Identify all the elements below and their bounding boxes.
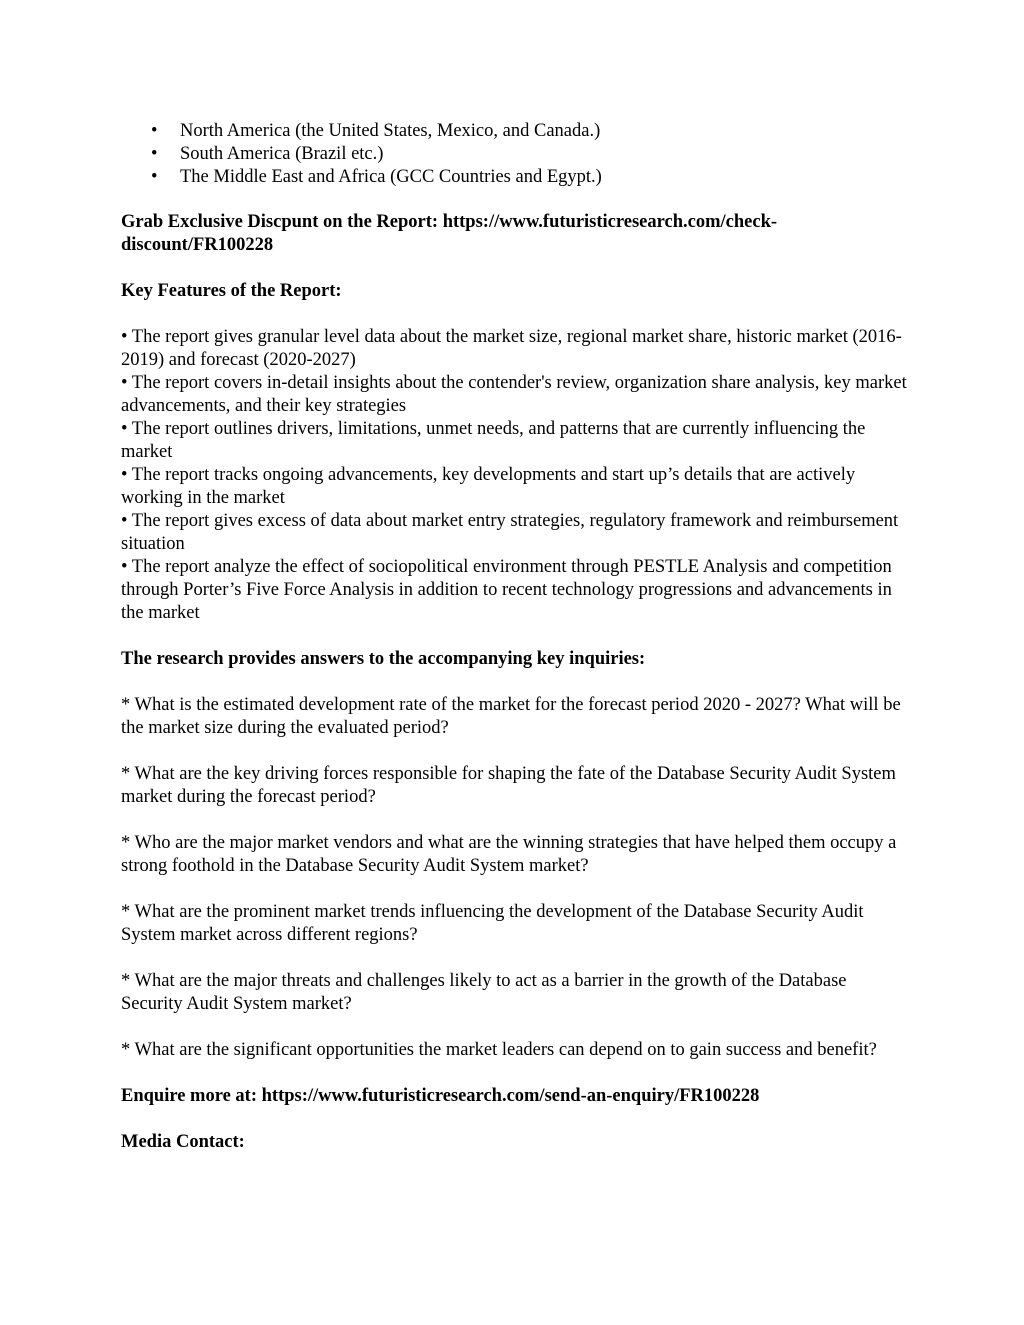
- region-label: North America (the United States, Mexico, and Canada.): [180, 121, 601, 141]
- features-heading: Key Features of the Report:: [121, 281, 342, 301]
- region-label: The Middle East and Africa (GCC Countries and Egypt.): [180, 167, 602, 187]
- bullet-icon: •: [151, 167, 158, 187]
- inquiry-question: * What are the prominent market trends influencing the development of the Database Security Audit System market across different regions?: [121, 902, 864, 945]
- feature-item: • The report covers in-detail insights about the contender's review, organization share analysis, key market advancements, and their key strategies: [121, 373, 907, 416]
- media-contact-heading: Media Contact:: [121, 1132, 245, 1152]
- inquiry-question: * What is the estimated development rate of the market for the forecast period 2020 - 2027? What will be the market size during the evaluated period?: [121, 695, 901, 738]
- list-item: [121, 143, 911, 166]
- inquiry-question: * What are the major threats and challenges likely to act as a barrier in the growth of the Database Security Audit System market?: [121, 971, 847, 1014]
- feature-item: • The report analyze the effect of sociopolitical environment through PESTLE Analysis and competition through Porter’s Five Force Analysis in addition to recent technology progressions and advancements in the market: [121, 557, 892, 623]
- list-item: [121, 166, 911, 189]
- document-page: [121, 120, 911, 1177]
- list-item: [121, 120, 911, 143]
- features-list: [121, 326, 911, 625]
- feature-item: • The report gives excess of data about market entry strategies, regulatory framework and reimbursement situation: [121, 511, 899, 554]
- feature-item: • The report outlines drivers, limitations, unmet needs, and patterns that are currently influencing the market: [121, 419, 866, 462]
- feature-item: • The report gives granular level data about the market size, regional market share, historic market (2016-2019) and forecast (2020-2027): [121, 327, 902, 370]
- inquiry-question: * Who are the major market vendors and what are the winning strategies that have helped them occupy a strong foothold in the Database Security Audit System market?: [121, 833, 897, 876]
- inquiries-heading: The research provides answers to the accompanying key inquiries:: [121, 649, 646, 669]
- region-label: South America (Brazil etc.): [180, 144, 384, 164]
- enquire-link[interactable]: Enquire more at: https://www.futuristicresearch.com/send-an-enquiry/FR100228: [121, 1086, 760, 1106]
- feature-item: • The report tracks ongoing advancements, key developments and start up’s details that are actively working in the market: [121, 465, 856, 508]
- inquiry-question: * What are the significant opportunities the market leaders can depend on to gain success and benefit?: [121, 1040, 877, 1060]
- bullet-icon: •: [151, 121, 158, 141]
- region-list: [121, 120, 911, 189]
- discount-link[interactable]: Grab Exclusive Discpunt on the Report: https://www.futuristicresearch.com/check-discount/FR100228: [121, 212, 778, 255]
- inquiry-question: * What are the key driving forces responsible for shaping the fate of the Database Security Audit System market during the forecast period?: [121, 764, 896, 807]
- bullet-icon: •: [151, 144, 158, 164]
